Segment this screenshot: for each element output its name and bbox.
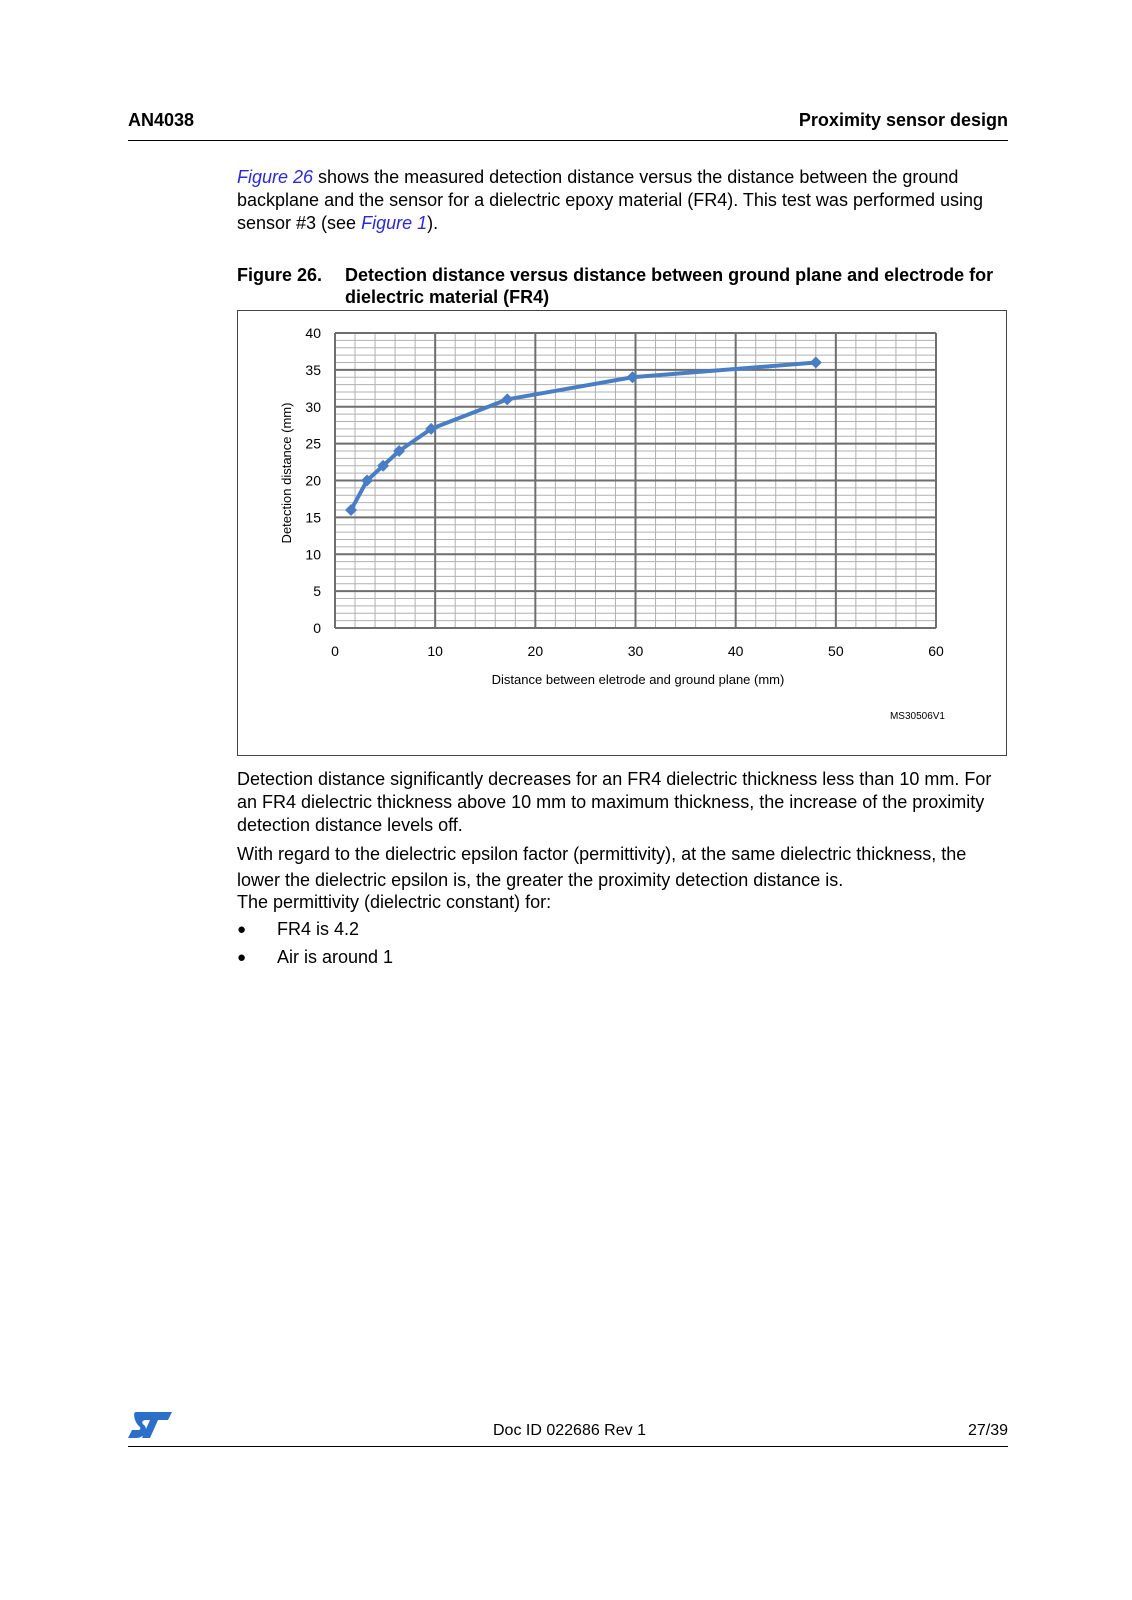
x-tick-label: 20 bbox=[527, 643, 544, 659]
x-tick-label: 0 bbox=[331, 643, 339, 659]
body-paragraph-1: Detection distance significantly decreases for an FR4 dielectric thickness less than 10 mm. For an FR4 dielectric thickness above 10 mm to maximum thickness, the increase of the proximity detection distance levels off. bbox=[237, 769, 992, 835]
data-point-marker bbox=[626, 371, 638, 383]
y-tick-label: 20 bbox=[305, 472, 321, 489]
bullet-text: FR4 is 4.2 bbox=[277, 919, 360, 939]
intro-paragraph bbox=[237, 166, 1012, 235]
y-tick-label: 40 bbox=[305, 325, 321, 341]
figure-title: Detection distance versus distance between ground plane and electrode for dielectric material (FR4) bbox=[345, 265, 994, 307]
intro-text-2: ). bbox=[427, 213, 439, 233]
chart-frame bbox=[237, 310, 1007, 756]
x-tick-label: 60 bbox=[928, 643, 944, 659]
st-logo-icon bbox=[128, 1410, 174, 1440]
x-tick-label: 40 bbox=[727, 643, 744, 659]
page-number: 27/39 bbox=[967, 1422, 1008, 1439]
figure-26-link[interactable]: Figure 26 bbox=[237, 167, 314, 187]
y-tick-label: 5 bbox=[313, 583, 321, 600]
doc-id: Doc ID 022686 Rev 1 bbox=[493, 1422, 646, 1439]
intro-text-1: shows the measured detection distance versus the distance between the ground backplane and the sensor for a dielectric epoxy material (FR4). This test was performed using sensor #3 (see bbox=[237, 167, 984, 233]
bullet-dot-icon: ● bbox=[237, 949, 247, 966]
y-tick-label: 35 bbox=[305, 361, 321, 378]
section-title: Proximity sensor design bbox=[798, 110, 1008, 130]
x-axis-label: Distance between eletrode and ground plane (mm) bbox=[491, 672, 785, 687]
x-tick-label: 50 bbox=[828, 643, 844, 659]
detection-distance-chart bbox=[238, 311, 1006, 755]
x-tick-label: 30 bbox=[627, 643, 644, 659]
figure-1-link[interactable]: Figure 1 bbox=[361, 213, 428, 233]
y-axis-label: Detection distance (mm) bbox=[279, 402, 294, 544]
bullet-text: Air is around 1 bbox=[277, 947, 394, 967]
x-tick-label: 10 bbox=[427, 643, 443, 659]
data-point-marker bbox=[501, 393, 513, 405]
body-paragraph-2: With regard to the dielectric epsilon factor (permittivity), at the same dielectric thickness, the lower the dielectric epsilon is, the greater the proximity detection distance is. bbox=[237, 844, 967, 890]
y-tick-label: 25 bbox=[305, 435, 321, 452]
y-tick-label: 30 bbox=[305, 398, 321, 415]
body-paragraph-3: The permittivity (dielectric constant) for: bbox=[237, 892, 552, 912]
y-tick-label: 10 bbox=[305, 546, 321, 563]
tick-labels bbox=[305, 325, 944, 659]
page-header bbox=[128, 110, 1008, 141]
bullet-dot-icon: ● bbox=[237, 921, 247, 938]
data-point-marker bbox=[810, 357, 822, 369]
doc-code: AN4038 bbox=[128, 110, 195, 130]
y-tick-label: 0 bbox=[313, 620, 321, 636]
figure-id-label: MS30506V1 bbox=[889, 711, 945, 722]
page-footer bbox=[128, 1420, 1008, 1447]
y-tick-label: 15 bbox=[305, 509, 321, 526]
figure-number: Figure 26. bbox=[237, 265, 323, 285]
